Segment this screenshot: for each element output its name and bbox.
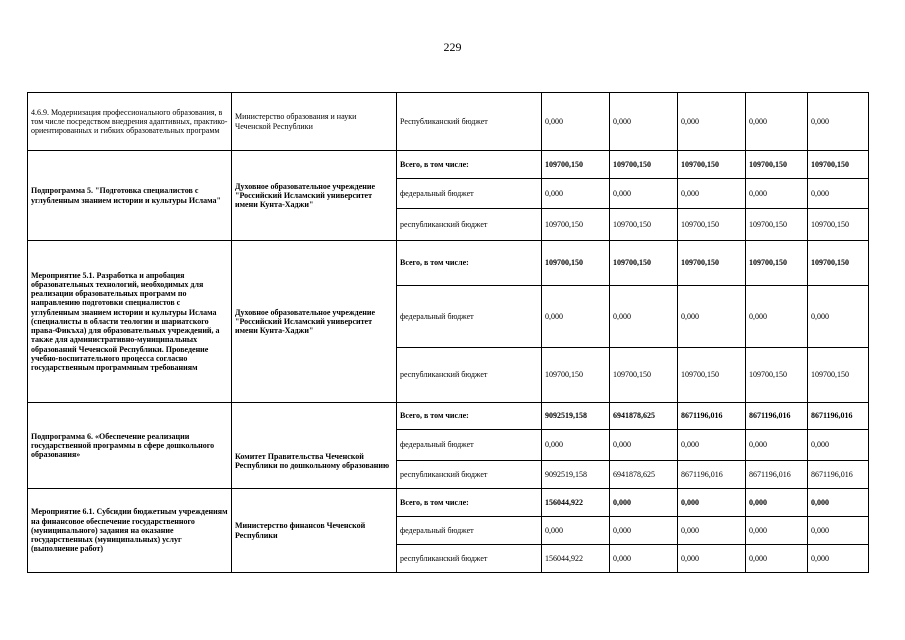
source-cell: федеральный бюджет	[397, 179, 542, 209]
source-cell: Республиканский бюджет	[397, 93, 542, 151]
value-cell: 9092519,158	[542, 403, 610, 430]
value-cell: 0,000	[542, 517, 610, 545]
budget-table	[27, 92, 869, 573]
table-row	[28, 93, 869, 151]
item-name-cell: Подпрограмма 6. «Обеспечение реализации государственной программы в сфере дошкольного образования»	[28, 403, 232, 489]
value-cell: 109700,150	[678, 348, 746, 403]
item-name-cell: Подпрограмма 5. "Подготовка специалистов с углубленным знанием истории и культуры Ислама"	[28, 151, 232, 241]
value-cell: 8671196,016	[746, 403, 808, 430]
value-cell: 0,000	[808, 517, 869, 545]
value-cell: 109700,150	[610, 209, 678, 241]
executor-cell: Комитет Правительства Чеченской Республики по дошкольному образованию	[232, 403, 397, 489]
value-cell: 0,000	[746, 179, 808, 209]
source-cell: республиканский бюджет	[397, 348, 542, 403]
value-cell: 109700,150	[746, 241, 808, 286]
value-cell: 9092519,158	[542, 461, 610, 489]
value-cell: 0,000	[542, 430, 610, 461]
value-cell: 109700,150	[542, 151, 610, 179]
value-cell: 0,000	[610, 430, 678, 461]
source-cell: федеральный бюджет	[397, 430, 542, 461]
value-cell: 0,000	[808, 286, 869, 348]
value-cell: 0,000	[808, 179, 869, 209]
value-cell: 156044,922	[542, 545, 610, 573]
value-cell: 0,000	[678, 286, 746, 348]
value-cell: 109700,150	[746, 151, 808, 179]
value-cell: 109700,150	[746, 348, 808, 403]
value-cell: 0,000	[610, 545, 678, 573]
value-cell: 109700,150	[542, 241, 610, 286]
item-name-cell: Мероприятие 6.1. Субсидии бюджетным учреждениям на финансовое обеспечение государственного (муниципального) задания на оказание государственных (муниципальных) услуг (выполнение работ)	[28, 489, 232, 573]
value-cell: 109700,150	[678, 151, 746, 179]
value-cell: 8671196,016	[808, 461, 869, 489]
table-row	[28, 241, 869, 286]
value-cell: 0,000	[808, 489, 869, 517]
source-cell: республиканский бюджет	[397, 545, 542, 573]
value-cell: 109700,150	[678, 241, 746, 286]
value-cell: 109700,150	[678, 209, 746, 241]
source-cell: республиканский бюджет	[397, 209, 542, 241]
table-row	[28, 151, 869, 179]
value-cell: 6941878,625	[610, 403, 678, 430]
value-cell: 0,000	[610, 93, 678, 151]
page-number: 229	[443, 40, 462, 54]
table-row	[28, 489, 869, 517]
value-cell: 0,000	[808, 545, 869, 573]
value-cell: 0,000	[746, 517, 808, 545]
value-cell: 0,000	[746, 286, 808, 348]
source-cell: Всего, в том числе:	[397, 489, 542, 517]
source-cell: республиканский бюджет	[397, 461, 542, 489]
value-cell: 0,000	[542, 286, 610, 348]
value-cell: 109700,150	[808, 241, 869, 286]
value-cell: 8671196,016	[678, 403, 746, 430]
value-cell: 109700,150	[808, 348, 869, 403]
value-cell: 0,000	[678, 489, 746, 517]
value-cell: 109700,150	[746, 209, 808, 241]
value-cell: 8671196,016	[746, 461, 808, 489]
value-cell: 0,000	[808, 93, 869, 151]
value-cell: 0,000	[678, 517, 746, 545]
value-cell: 0,000	[678, 545, 746, 573]
value-cell: 0,000	[808, 430, 869, 461]
source-cell: федеральный бюджет	[397, 517, 542, 545]
value-cell: 0,000	[610, 179, 678, 209]
source-cell: Всего, в том числе:	[397, 403, 542, 430]
value-cell: 8671196,016	[678, 461, 746, 489]
executor-cell: Министерство финансов Чеченской Республики	[232, 489, 397, 573]
executor-cell: Духовное образовательное учреждение "Российский Исламский университет имени Кунта-Хаджи"	[232, 241, 397, 403]
value-cell: 109700,150	[610, 348, 678, 403]
value-cell: 0,000	[678, 430, 746, 461]
executor-cell: Министерство образования и науки Чеченской Республики	[232, 93, 397, 151]
source-cell: Всего, в том числе:	[397, 151, 542, 179]
value-cell: 109700,150	[542, 209, 610, 241]
value-cell: 0,000	[610, 489, 678, 517]
value-cell: 0,000	[746, 93, 808, 151]
source-cell: Всего, в том числе:	[397, 241, 542, 286]
value-cell: 109700,150	[610, 241, 678, 286]
value-cell: 0,000	[746, 489, 808, 517]
executor-cell: Духовное образовательное учреждение "Российский Исламский университет имени Кунта-Хаджи"	[232, 151, 397, 241]
value-cell: 0,000	[610, 286, 678, 348]
table-row	[28, 403, 869, 430]
value-cell: 6941878,625	[610, 461, 678, 489]
value-cell: 0,000	[678, 93, 746, 151]
value-cell: 109700,150	[808, 151, 869, 179]
item-name-cell: 4.6.9. Модернизация профессионального образования, в том числе посредством внедрения адаптивных, практико-ориентированных и гибких образовательных программ	[28, 93, 232, 151]
value-cell: 0,000	[542, 93, 610, 151]
value-cell: 109700,150	[542, 348, 610, 403]
value-cell: 0,000	[746, 430, 808, 461]
source-cell: федеральный бюджет	[397, 286, 542, 348]
value-cell: 109700,150	[808, 209, 869, 241]
value-cell: 109700,150	[610, 151, 678, 179]
value-cell: 0,000	[678, 179, 746, 209]
item-name-cell: Мероприятие 5.1. Разработка и апробация образовательных технологий, необходимых для реализации образовательных программ по направлению подготовки специалистов с углубленным знанием истории и культуры Ислама (специалисты в области теологии и шариатского права-Фикъха) для образовательных учреждений, а также для административно-муниципальных образований Чеченской Республики. Проведение учебно-воспитательного процесса согласно государственным программным требованиям	[28, 241, 232, 403]
value-cell: 0,000	[746, 545, 808, 573]
value-cell: 8671196,016	[808, 403, 869, 430]
value-cell: 0,000	[542, 179, 610, 209]
value-cell: 0,000	[610, 517, 678, 545]
value-cell: 156044,922	[542, 489, 610, 517]
